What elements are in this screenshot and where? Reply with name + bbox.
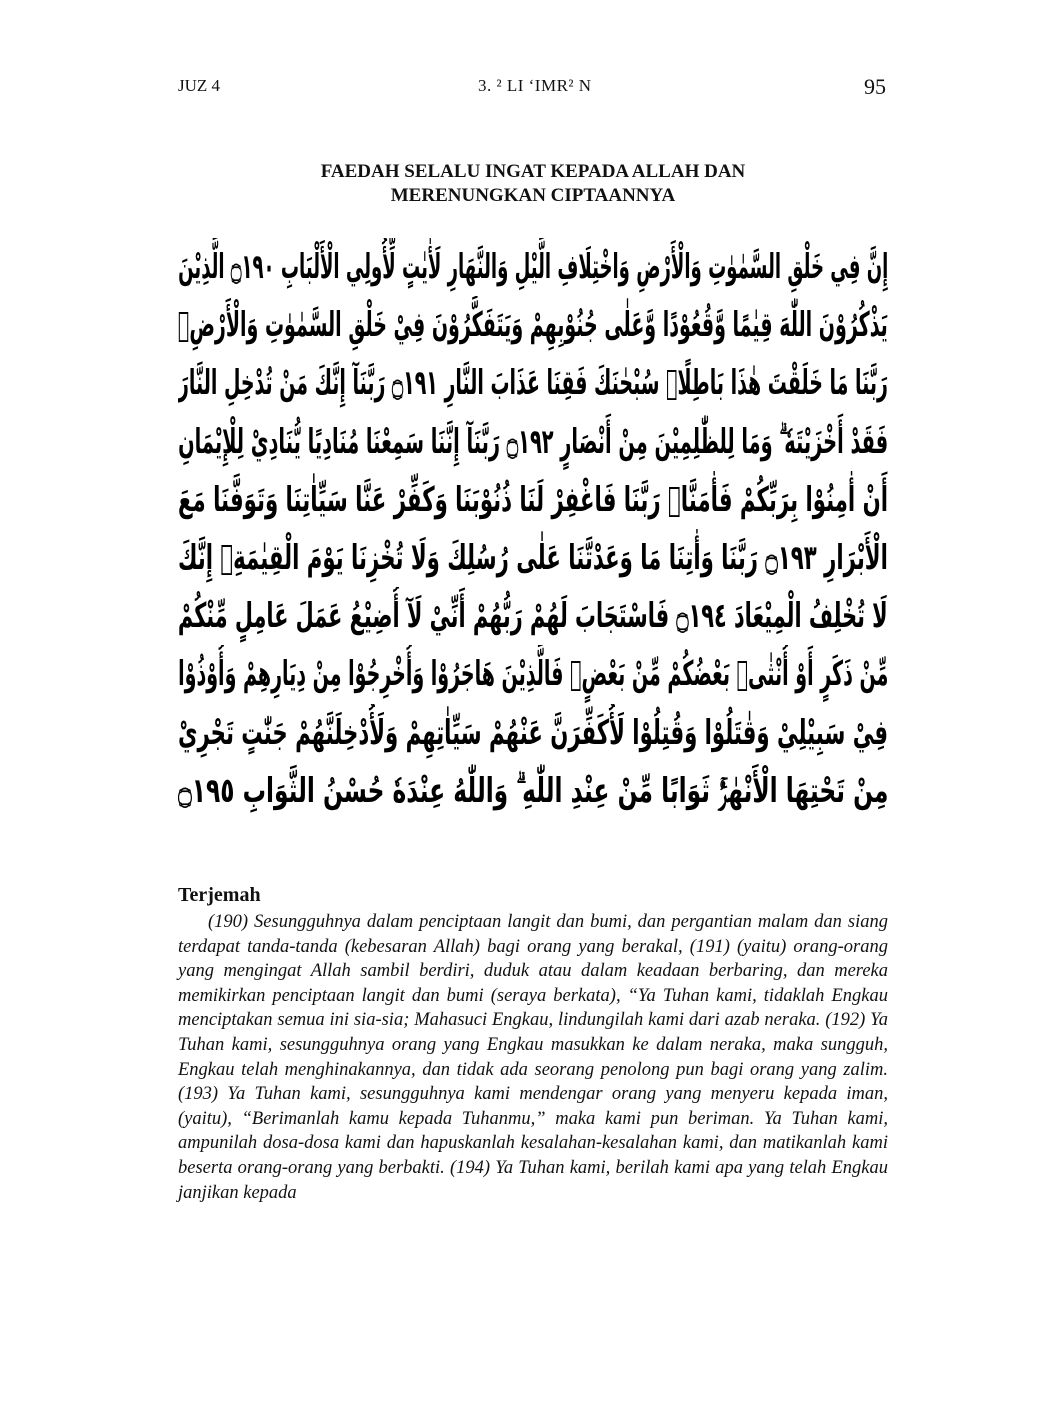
arabic-line-10 — [178, 762, 888, 820]
arabic-line-7 — [178, 587, 888, 645]
translation-body: (190) Sesungguhnya dalam penciptaan langit dan bumi, dan pergantian malam dan siang terdapat tanda-tanda (kebesaran Allah) bagi orang yang berakal, (191) (yaitu) orang-orang yang mengingat Allah sambil berdiri, duduk atau dalam keadaan berbaring, dan mereka memikirkan penciptaan langit dan bumi (seraya berkata), “Ya Tuhan kami, tidaklah Engkau menciptakan semua ini sia-sia; Mahasuci Engkau, lindungilah kami dari azab neraka. (192) Ya Tuhan kami, sesungguhnya orang yang Engkau masukkan ke dalam neraka, maka sungguh, Engkau telah menghinakannya, dan tidak ada seorang penolong pun bagi orang yang zalim. (193) Ya Tuhan kami, sesungguhnya kami mendengar orang yang menyeru kepada iman, (yaitu), “Berimanlah kamu kepada Tuhanmu,” maka kami pun beriman. Ya Tuhan kami, ampunilah dosa-dosa kami dan hapuskanlah kesalahan-kesalahan kami, dan matikanlah kami beserta orang-orang yang berbakti. (194) Ya Tuhan kami, berilah kami apa yang telah Engkau janjikan kepada — [178, 912, 888, 1203]
arabic-line-3 — [178, 354, 888, 412]
arabic-line-5 — [178, 471, 888, 529]
surah-label: 3. ² LI ‘IMR² N — [478, 76, 592, 95]
arabic-line-text: فِيْ سَبِيْلِيْ وَقٰتَلُوْا وَقُتِلُوْا لَأُكَفِّرَنَّ عَنْهُمْ سَيِّاٰتِهِمْ وَلَأُدْخِلَنَّهُمْ جَنّٰتٍ تَجْرِيْ — [178, 712, 888, 753]
arabic-line-8 — [178, 645, 888, 703]
arabic-line-text: مِّنْ ذَكَرٍ أَوْ أُنْثٰىۚ بَعْضُكُمْ مِّنْ بَعْضٍۚ فَالَّذِيْنَ هَاجَرُوْا وَأُخْرِجُوْا مِنْ دِيَارِهِمْ وَأُوْذُوْا — [178, 654, 888, 695]
arabic-line-1 — [178, 238, 888, 296]
page-header — [178, 74, 888, 106]
arabic-verses — [178, 238, 888, 878]
page-number: 95 — [864, 74, 886, 99]
arabic-line-text: الْأَبْرَارِ ۝١٩٣ رَبَّنَا وَأٰتِنَا مَا وَعَدْتَّنَا عَلٰى رُسُلِكَ وَلَا تُخْزِنَا يَوْمَ الْقِيٰمَةِۗ إِنَّكَ — [178, 538, 888, 579]
section-title-line-1: FAEDAH SELALU INGAT KEPADA ALLAH DAN — [320, 161, 746, 182]
section-title — [178, 160, 888, 208]
arabic-line-text: يَذْكُرُوْنَ اللّٰهَ قِيٰمًا وَّقُعُوْدًا وَّعَلٰى جُنُوْبِهِمْ وَيَتَفَكَّرُوْنَ فِيْ خَلْقِ السَّمٰوٰتِ وَالْأَرْضِۚ — [178, 305, 888, 346]
arabic-line-text: إِنَّ فِي خَلْقِ السَّمٰوٰتِ وَالْأَرْضِ وَاخْتِلَافِ الَّيْلِ وَالنَّهَارِ لَأٰيٰتٍ لِّأُولِي الْأَلْبَابِ ۝١٩٠ الَّذِيْنَ — [178, 247, 888, 288]
arabic-line-text: لَا تُخْلِفُ الْمِيْعَادَ ۝١٩٤ فَاسْتَجَابَ لَهُمْ رَبُّهُمْ أَنِّيْ لَآ أُضِيْعُ عَمَلَ عَامِلٍ مِّنْكُمْ — [178, 596, 888, 637]
arabic-line-text: فَقَدْ أَخْزَيْتَهٗ ۗ وَمَا لِلظّٰلِمِيْنَ مِنْ أَنْصَارٍ ۝١٩٢ رَبَّنَآ إِنَّنَا سَمِعْنَا مُنَادِيًا يُّنَادِيْ لِلْإِيْمَانِ — [178, 421, 888, 462]
arabic-line-text: مِنْ تَحْتِهَا الْأَنْهٰرُۚ ثَوَابًا مِّنْ عِنْدِ اللّٰهِ ۗ وَاللّٰهُ عِنْدَهٗ حُسْنُ الثَّوَابِ ۝١٩٥ — [178, 770, 888, 811]
arabic-line-text: أَنْ أٰمِنُوْا بِرَبِّكُمْ فَأٰمَنَّاۖ رَبَّنَا فَاغْفِرْ لَنَا ذُنُوْبَنَا وَكَفِّرْ عَنَّا سَيِّاٰتِنَا وَتَوَفَّنَا مَعَ — [178, 479, 888, 520]
arabic-line-2 — [178, 296, 888, 354]
arabic-line-6 — [178, 529, 888, 587]
arabic-line-4 — [178, 413, 888, 471]
juz-label: JUZ 4 — [178, 76, 221, 95]
translation-heading: Terjemah — [178, 884, 261, 906]
arabic-line-9 — [178, 704, 888, 762]
section-title-line-2: MERENUNGKAN CIPTAANNYA — [390, 185, 676, 206]
arabic-line-text: رَبَّنَا مَا خَلَقْتَ هٰذَا بَاطِلًاۚ سُبْحٰنَكَ فَقِنَا عَذَابَ النَّارِ ۝١٩١ رَبَّنَآ إِنَّكَ مَنْ تُدْخِلِ النَّارَ — [178, 363, 888, 404]
